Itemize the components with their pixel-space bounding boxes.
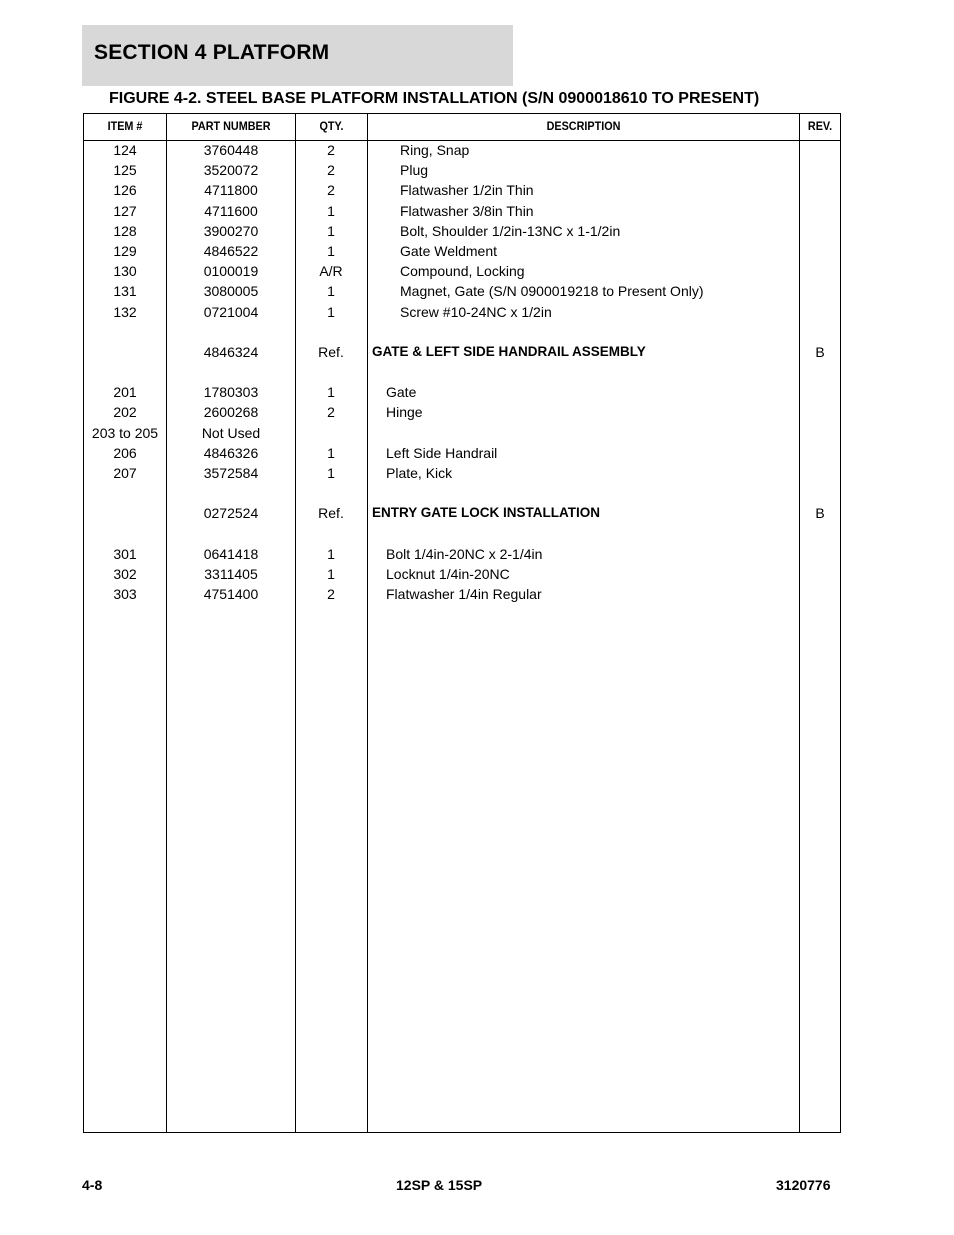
cell-qty: 1 bbox=[327, 222, 335, 239]
cell-item: 202 bbox=[113, 404, 137, 421]
cell-part-number: 3311405 bbox=[204, 565, 258, 582]
table-spacer-row bbox=[84, 362, 840, 382]
table-spacer-row bbox=[84, 322, 840, 342]
cell-part-number: 0100019 bbox=[203, 263, 259, 280]
table-row bbox=[84, 201, 840, 221]
footer-page-number: 4-8 bbox=[82, 1177, 103, 1193]
cell-item: 124 bbox=[113, 142, 137, 158]
cell-qty: Ref. bbox=[318, 343, 344, 360]
cell-description: Compound, Locking bbox=[400, 263, 525, 280]
cell-part-number: 3080005 bbox=[203, 283, 259, 300]
cell-description: Bolt 1/4in-20NC x 2-1/4in bbox=[386, 545, 543, 562]
table-spacer-row bbox=[84, 524, 840, 544]
cell-part-number: 4846326 bbox=[203, 444, 259, 461]
cell-item: 126 bbox=[113, 182, 137, 199]
cell-part-number: Not Used bbox=[201, 424, 261, 441]
cell-part-number: 4711800 bbox=[204, 182, 258, 199]
cell-qty: 1 bbox=[327, 303, 335, 320]
section-title: SECTION 4 PLATFORM bbox=[94, 41, 330, 64]
cell-item: 129 bbox=[113, 242, 137, 259]
cell-item: 131 bbox=[113, 283, 137, 300]
cell-qty: 2 bbox=[327, 586, 335, 603]
cell-item: 206 bbox=[113, 444, 137, 461]
table-row bbox=[84, 584, 840, 604]
cell-qty: 2 bbox=[327, 162, 335, 179]
cell-item: 127 bbox=[113, 202, 137, 219]
table-row bbox=[84, 140, 840, 160]
parts-table bbox=[83, 113, 841, 1133]
cell-part-number: 4751400 bbox=[203, 586, 259, 603]
cell-description: Flatwasher 3/8in Thin bbox=[400, 202, 534, 219]
cell-qty: 1 bbox=[327, 465, 335, 481]
table-row bbox=[84, 261, 840, 281]
cell-qty: 2 bbox=[327, 142, 335, 158]
table-row bbox=[84, 281, 840, 301]
table-row bbox=[84, 463, 840, 483]
cell-qty: 1 bbox=[327, 202, 335, 219]
cell-part-number: 4711600 bbox=[204, 202, 258, 219]
cell-description: Bolt, Shoulder 1/2in-13NC x 1-1/2in bbox=[400, 222, 621, 239]
cell-part-number: 0641418 bbox=[203, 545, 259, 562]
cell-qty: 1 bbox=[327, 565, 335, 582]
cell-description: Hinge bbox=[386, 404, 423, 421]
table-row bbox=[84, 402, 840, 422]
cell-description: Flatwasher 1/2in Thin bbox=[400, 182, 534, 199]
table-spacer-row bbox=[84, 483, 840, 503]
cell-qty: A/R bbox=[319, 263, 343, 280]
cell-part-number: 0721004 bbox=[203, 303, 259, 320]
table-row bbox=[84, 564, 840, 584]
table-row bbox=[84, 544, 840, 564]
cell-description: Screw #10-24NC x 1/2in bbox=[400, 303, 552, 320]
table-row bbox=[84, 241, 840, 261]
cell-part-number: 3520072 bbox=[203, 162, 259, 179]
cell-part-number: 3760448 bbox=[203, 142, 259, 158]
cell-item: 207 bbox=[113, 465, 137, 481]
cell-qty: 1 bbox=[327, 545, 335, 562]
table-row bbox=[84, 423, 840, 443]
cell-part-number: 4846522 bbox=[203, 242, 259, 259]
cell-rev: B bbox=[815, 343, 825, 360]
cell-description: Flatwasher 1/4in Regular bbox=[386, 586, 542, 603]
cell-item: 302 bbox=[113, 565, 137, 582]
cell-item: 301 bbox=[113, 545, 137, 562]
cell-description: Gate bbox=[386, 384, 417, 401]
header-part-number: PART NUMBER bbox=[191, 119, 271, 133]
cell-item: 132 bbox=[113, 303, 137, 320]
table-body bbox=[84, 140, 840, 604]
cell-description: Plate, Kick bbox=[386, 465, 453, 481]
figure-title: FIGURE 4-2. STEEL BASE PLATFORM INSTALLATION (S/N 0900018610 TO PRESENT) bbox=[109, 90, 760, 107]
header-description: DESCRIPTION bbox=[546, 119, 621, 133]
cell-description: ENTRY GATE LOCK INSTALLATION bbox=[372, 505, 600, 521]
cell-description: Magnet, Gate (S/N 0900019218 to Present Only) bbox=[400, 283, 704, 300]
cell-qty: 1 bbox=[327, 444, 335, 461]
cell-description: Locknut 1/4in-20NC bbox=[386, 565, 510, 582]
cell-item: 130 bbox=[113, 263, 137, 280]
cell-item: 303 bbox=[113, 586, 137, 603]
cell-part-number: 3572584 bbox=[203, 465, 259, 481]
cell-description: Ring, Snap bbox=[400, 142, 470, 158]
cell-part-number: 1780303 bbox=[203, 384, 259, 401]
cell-qty: 1 bbox=[327, 283, 335, 300]
cell-description: Left Side Handrail bbox=[386, 444, 498, 461]
table-row bbox=[84, 382, 840, 402]
header-rev: REV. bbox=[807, 119, 833, 133]
table-row bbox=[84, 160, 840, 180]
cell-qty: 2 bbox=[327, 404, 335, 421]
cell-part-number: 2600268 bbox=[203, 404, 259, 421]
footer-model: 12SP & 15SP bbox=[396, 1177, 483, 1193]
cell-qty: 1 bbox=[327, 384, 335, 401]
table-row bbox=[84, 302, 840, 322]
cell-description: GATE & LEFT SIDE HANDRAIL ASSEMBLY bbox=[372, 343, 646, 359]
cell-qty: 1 bbox=[327, 242, 335, 259]
table-row bbox=[84, 221, 840, 241]
cell-item: 128 bbox=[113, 222, 137, 239]
cell-rev: B bbox=[815, 505, 825, 522]
cell-qty: Ref. bbox=[318, 505, 344, 522]
header-item: ITEM # bbox=[107, 119, 143, 133]
table-row bbox=[84, 180, 840, 200]
cell-item: 203 to 205 bbox=[91, 424, 159, 441]
cell-item: 125 bbox=[113, 162, 137, 179]
table-row bbox=[84, 342, 840, 362]
table-row bbox=[84, 503, 840, 523]
cell-part-number: 3900270 bbox=[203, 222, 259, 239]
cell-part-number: 0272524 bbox=[203, 505, 259, 522]
cell-item: 201 bbox=[113, 384, 137, 401]
cell-description: Plug bbox=[400, 162, 429, 179]
cell-qty: 2 bbox=[327, 182, 335, 199]
cell-description: Gate Weldment bbox=[400, 242, 498, 259]
table-row bbox=[84, 443, 840, 463]
cell-part-number: 4846324 bbox=[203, 343, 259, 360]
header-qty: QTY. bbox=[319, 119, 344, 133]
footer-doc-number: 3120776 bbox=[776, 1177, 831, 1193]
